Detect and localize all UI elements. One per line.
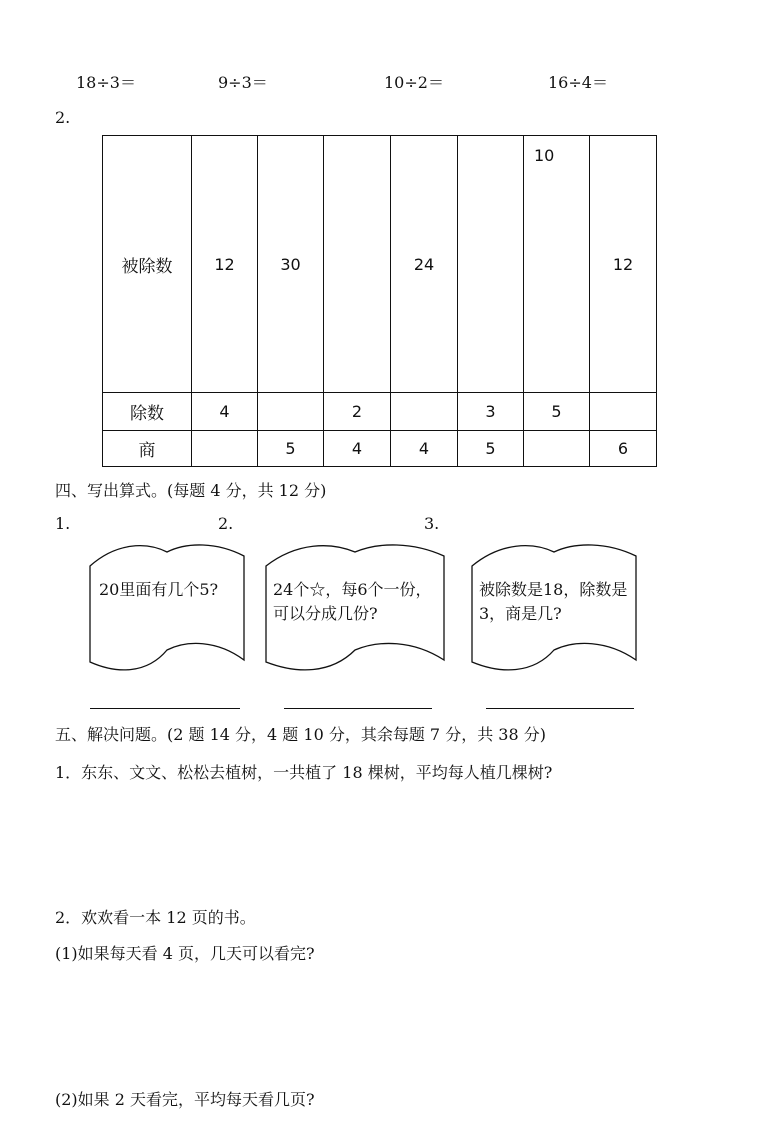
quotient-cell <box>192 431 258 467</box>
quotient-cell: 4 <box>391 431 458 467</box>
equation-2: 9÷3＝ <box>218 73 268 92</box>
answer-line-2 <box>284 708 432 709</box>
equation-3: 10÷2＝ <box>384 73 444 92</box>
quotient-cell: 5 <box>258 431 324 467</box>
scroll-card-3 <box>471 540 637 676</box>
row-label-divisor: 除数 <box>103 393 192 431</box>
question-5-1: 1．东东、文文、松松去植树，一共植了 18 棵树，平均每人植几棵树? <box>55 763 553 782</box>
quotient-cell <box>524 431 590 467</box>
divisor-cell: 2 <box>324 393 391 431</box>
quotient-row <box>103 431 657 467</box>
scroll-card-2 <box>265 540 445 676</box>
question-5-2-part-2: (2)如果 2 天看完，平均每天看几页? <box>55 1090 315 1109</box>
scroll-text-3: 被除数是18，除数是3，商是几? <box>479 580 628 623</box>
dividend-cell: 12 <box>590 136 657 393</box>
section-4-number-2: 2. <box>218 514 234 533</box>
quotient-cell: 6 <box>590 431 657 467</box>
dividend-cell: 12 <box>192 136 258 393</box>
equation-4: 16÷4＝ <box>548 73 608 92</box>
scroll-icon <box>89 540 245 676</box>
quotient-cell: 5 <box>458 431 524 467</box>
dividend-cell <box>458 136 524 393</box>
question-2-label: 2. <box>55 108 71 127</box>
dividend-cell <box>524 136 590 393</box>
question-5-2-part-1: (1)如果每天看 4 页，几天可以看完? <box>55 944 315 963</box>
section-4-heading: 四、写出算式。(每题 4 分，共 12 分) <box>55 481 327 500</box>
divisor-cell: 4 <box>192 393 258 431</box>
question-5-2: 2．欢欢看一本 12 页的书。 <box>55 908 256 927</box>
section-5-heading: 五、解决问题。(2 题 14 分，4 题 10 分，其余每题 7 分，共 38 分) <box>55 725 546 744</box>
dividend-cell: 24 <box>391 136 458 393</box>
division-table <box>102 135 657 467</box>
section-4-number-1: 1. <box>55 514 71 533</box>
divisor-cell: 5 <box>524 393 590 431</box>
answer-line-3 <box>486 708 634 709</box>
divisor-cell <box>391 393 458 431</box>
row-label-quotient: 商 <box>103 431 192 467</box>
divisor-cell <box>258 393 324 431</box>
divisor-cell: 3 <box>458 393 524 431</box>
section-4-number-3: 3. <box>424 514 440 533</box>
quotient-cell: 4 <box>324 431 391 467</box>
scroll-card-1 <box>89 540 245 676</box>
row-label-dividend: 被除数 <box>103 136 192 393</box>
dividend-row <box>103 136 657 393</box>
dividend-cell <box>324 136 391 393</box>
equation-1: 18÷3＝ <box>76 73 136 92</box>
scroll-text-1: 20里面有几个5? <box>99 580 219 599</box>
dividend-value: 10 <box>534 146 555 165</box>
dividend-cell: 30 <box>258 136 324 393</box>
divisor-row <box>103 393 657 431</box>
divisor-cell <box>590 393 657 431</box>
answer-line-1 <box>90 708 240 709</box>
scroll-text-2: 24个☆，每6个一份，可以分成几份? <box>273 580 432 623</box>
